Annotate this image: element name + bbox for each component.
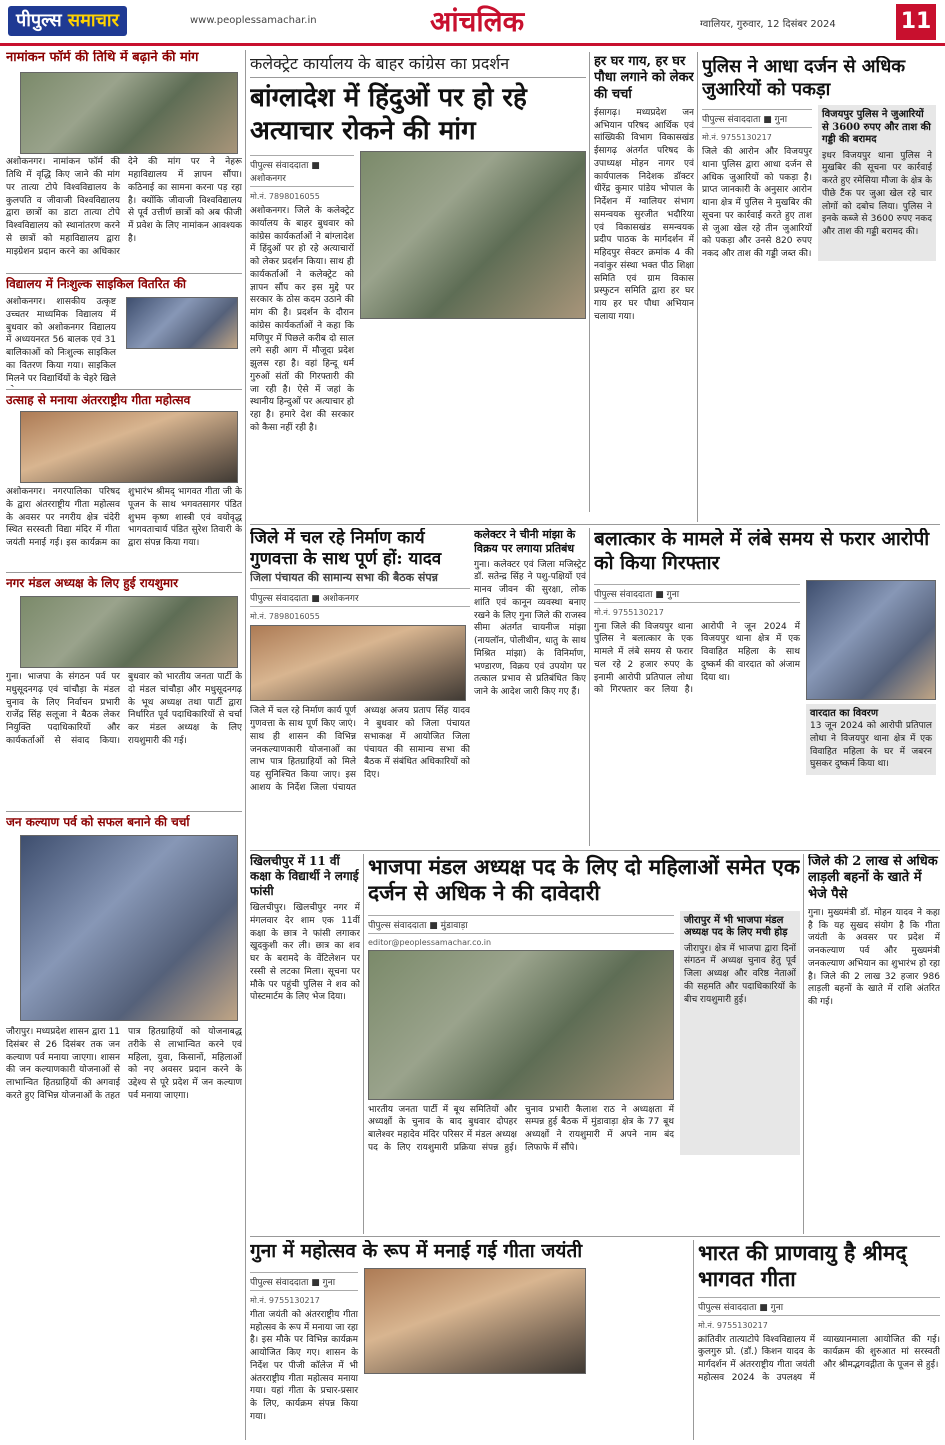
article-construction-quality <box>250 528 470 846</box>
mobile-number: मो.नं. 9755130217 <box>698 1320 768 1330</box>
headline: जिले की 2 लाख से अधिक लाड़ली बहनों के खाते में भेजे पैसे <box>808 854 938 902</box>
mobile-number: मो.नं. 9755130217 <box>250 1295 320 1305</box>
byline: पीपुल्स संवाददाता ■ गुना <box>594 584 800 603</box>
sidebar-box <box>818 105 936 261</box>
article-body: क्रांतिवीर तात्याटोपे विश्वविद्यालय में कुलगुरु प्रो. (डॉ.) किशन यादव के मार्गदर्शन में अंतरराष्ट्रीय गीता जयंती महोत्सव 2024 के उपलक्ष्य में व्याख्यानमाला आयोजित की गई। कार्यक्रम की शुरुआत मां सरस्वती और श्रीमद्भगवद्गीता के पूजन से हुई। <box>698 1334 940 1383</box>
news-photo <box>20 72 238 154</box>
divider <box>6 572 242 573</box>
news-photo <box>250 625 466 701</box>
box-body: इधर विजयपुर थाना पुलिस ने मुखबिर की सूचना पर कार्रवाई करते हुए रमेसिया मौजा के क्षेत्र के पीछे टैंक पर जुआ खेल रहे चार लोगों को दबोच लिया। पुलिस ने इनके कब्जे से 3600 रुपए नकद और ताश की गड्डी बरामद की। <box>822 150 932 238</box>
article-body: जिले में चल रहे निर्माण कार्य पूर्ण गुणवत्ता के साथ पूर्ण किए जाएं। साथ ही शासन की विभिन्न जनकल्याणकारी योजनाओं का लाभ पात्र हितग्राहियों को मिले यह सुनिश्चित किया जाए। इस आशय के निर्देश जिला पंचायत अध्यक्ष अजय प्रताप सिंह यादव ने बुधवार को जिला पंचायत सभाकक्ष में आयोजित जिला पंचायत की सामान्य सभा की बैठक में संबंधित अधिकारियों को दिए। <box>250 706 470 793</box>
news-photo <box>20 835 238 1021</box>
section-title: आंचलिक <box>430 5 525 38</box>
article-bjp-mandal <box>368 854 800 1234</box>
article-body: अशोकनगर। शासकीय उत्कृष्ट उच्चतर माध्यमिक विद्यालय में बुधवार को अशोकनगर विद्यालय में अध्ययनरत 56 बालक एवं 31 बालिकाओं को निःशुल्क साइकिल का वितरण किया गया। साइकिल मिलने पर विद्यार्थियों के चेहरे खिले <box>6 297 116 384</box>
headline: नगर मंडल अध्यक्ष के लिए हुई रायशुमार <box>6 576 179 590</box>
box-body: जीरापुर। क्षेत्र में भाजपा द्वारा दिनों संगठन में अध्यक्ष चुनाव हेतु पूर्व जिला अध्यक्ष और वरिष्ठ नेताओं की सहमति और पदाधिकारियों के बीच रायशुमारी हुई। <box>684 943 796 1005</box>
article-body: गुना। मुख्यमंत्री डॉ. मोहन यादव ने कहा है कि यह सुखद संयोग है कि गीता जयंती के अवसर पर प्रदेश में जनकल्याण पर्व और मुख्यमंत्री जनकल्याण अभियान का शुभारंभ हो रहा है। जिले की 2 लाख 32 हजार 986 लाड़ली बहनों के खाते में राशि अंतरित की गई। <box>808 907 940 1008</box>
divider <box>6 389 242 390</box>
lead-headline: बांग्लादेश में हिंदुओं पर हो रहे अत्याचार रोकने की मांग <box>250 83 527 146</box>
deck: जिला पंचायत की सामान्य सभा की बैठक संपन्न <box>250 570 438 584</box>
column-rule <box>589 52 590 512</box>
headline: उत्साह से मनाया अंतरराष्ट्रीय गीता महोत्सव <box>6 393 191 407</box>
news-photo <box>20 411 238 483</box>
article-gita-jayanti-guna <box>250 1240 690 1440</box>
article-chinese-manjha <box>474 528 586 846</box>
article-gita-pranvayu <box>698 1240 940 1440</box>
headline: जन कल्याण पर्व को सफल बनाने की चर्चा <box>6 815 190 829</box>
column-rule <box>697 52 698 522</box>
divider <box>250 1236 940 1237</box>
article-body: भारतीय जनता पार्टी में बूथ समितियों और अध्यक्षों के चुनाव के बाद बुधवार दोपहर बालेश्वर महादेव मंदिर परिसर में मंडल अध्यक्ष पद के लिए रायशुमारी प्रक्रिया संपन्न हुई। चुनाव प्रभारी कैलाश राठ ने अध्यक्षता में सम्पन्न हुई बैठक में मुंडावाड़ा क्षेत्र के 77 बूथ अध्यक्षों ने रायशुमारी में अपने नाम बंद लिफाफे में सौंपे। <box>368 1104 674 1153</box>
article-body: गीता जयंती को अंतरराष्ट्रीय गीता महोत्सव के रूप में मनाया जा रहा है। इस मौके पर विभिन्न कार्यक्रम आयोजित किए गए। शासन के निर्देश पर पीजी कॉलेज में भी अंतरराष्ट्रीय गीता महोत्सव मनाया गया। यहां गीता के प्रचार-प्रसार के लिए, कार्यक्रम संपन्न किया गया। <box>250 1309 358 1422</box>
article-body: जौरापुर। मध्यप्रदेश शासन द्वारा 11 दिसंबर से 26 दिसंबर तक जन कल्याण पर्व मनाया जाएगा। शासन की जन कल्याणकारी योजनाओं से लाभान्वित हितग्राहियों की अगवाई करते हुए विभिन्न योजनाओं के तहत पात्र हितग्राहियों को योजनाबद्ध तरीके से लाभान्वित करने एवं महिला, युवा, किसानों, महिलाओं को नए अवसर प्रदान करने के उद्देश्य से पूरे प्रदेश में जन कल्याण पर्व मनाया जाएगा। <box>6 1027 242 1101</box>
headline: खिलचीपुर में 11 वीं कक्षा के विद्यार्थी ने लगाई फांसी <box>250 854 359 898</box>
article-accused-arrested <box>594 528 940 850</box>
lead-article <box>250 52 586 512</box>
box-headline: वारदात का विवरण <box>810 707 879 719</box>
sidebar-box <box>680 911 800 1155</box>
headline: हर घर गाय, हर घर पौधा लगाने को लेकर की चर्चा <box>594 54 694 102</box>
news-photo <box>20 596 238 668</box>
mobile-number: मो.नं. 9755130217 <box>594 607 664 617</box>
dateline: ग्वालियर, गुरुवार, 12 दिसंबर 2024 <box>700 19 836 30</box>
article-jan-kalyan-parv <box>6 815 242 1439</box>
byline: पीपुल्स संवाददाता ■ मुंडावाड़ा <box>368 915 674 934</box>
mobile-number: मो.नं. 7898016055 <box>250 612 320 622</box>
column-rule <box>589 528 590 846</box>
column-rule <box>803 854 804 1234</box>
article-gamblers-caught <box>702 56 940 524</box>
article-cycle-distribution <box>6 277 242 387</box>
divider <box>6 273 242 274</box>
article-mandal-president <box>6 576 242 809</box>
lead-photo <box>360 151 586 319</box>
divider <box>250 850 940 851</box>
article-gita-festival-ashoknagar <box>6 393 242 571</box>
article-nomination-date <box>6 50 242 272</box>
byline: पीपुल्स संवाददाता ■ गुना <box>702 109 812 128</box>
column-rule <box>693 1240 694 1440</box>
box-body: 13 जून 2024 को आरोपी प्रतिपाल लोधा ने विजयपुर थाना क्षेत्र में एक विवाहित महिला के घर में जबरन घुसकर दुष्कर्म किया था। <box>810 721 932 770</box>
email: editor@peoplessamachar.co.in <box>368 937 492 947</box>
headline: नामांकन फॉर्म की तिथि में बढ़ाने की मांग <box>6 50 199 65</box>
accused-photo <box>806 580 936 700</box>
byline: पीपुल्स संवाददाता ■ अशोकनगर <box>250 155 354 187</box>
divider <box>250 524 940 525</box>
article-ladli-behna <box>808 854 940 1234</box>
article-body: अशोकनगर। नगरपालिका परिषद के द्वारा अंतरराष्ट्रीय गीता महोत्सव के अवसर पर नगरीय क्षेत्र चंदेरी स्थित सरस्वती विद्या मंदिर में गीता जयंती मनाई गई। इस कार्यक्रम का शुभारंभ श्रीमद् भागवत गीता जी के पूजन के साथ भगवतसागर पंडित शुभम कृष्ण शास्त्री एवं वयोवृद्ध भागवताचार्य पंडित सुरेश तिवारी के द्वारा संपन्न किया गया। <box>6 487 242 549</box>
brand-part-2: समाचार <box>67 10 119 31</box>
headline: भाजपा मंडल अध्यक्ष पद के लिए दो महिलाओं समेत एक दर्जन से अधिक ने की दावेदारी <box>368 854 800 906</box>
headline: कलेक्टर ने चीनी मांझा के विक्रय पर लगाया प्रतिबंध <box>474 528 576 555</box>
headline: बलात्कार के मामले में लंबे समय से फरार आरोपी को किया गिरफ्तार <box>594 528 930 574</box>
headline: भारत की प्राणवायु है श्रीमद् भागवत गीता <box>698 1240 907 1292</box>
article-body: अशोकनगर। नामांकन फॉर्म की तिथि में वृद्धि किए जाने की मांग पर तात्या टोपे विश्वविद्यालय के कुलपति व जीवाजी विश्वविद्यालय द्वारा छात्रों का डाटा तात्या टोपे विश्वविद्यालय को स्थानांतरण करने से छात्रों को महाविद्यालय द्वारा माइग्रेशन प्रदान करने का अधिकार देने की मांग पर ने नेहरू महाविद्यालय में ज्ञापन सौंपा। कठिनाई का सामना करना पड़ रहा है। क्योंकि जीवाजी विश्वविद्यालय से पूर्व उत्तीर्ण छात्रों को अब फीजी में प्रवेश के लिए नामांकन आवश्यक है। <box>6 157 242 257</box>
headline: गुना में महोत्सव के रूप में मनाई गई गीता जयंती <box>250 1240 583 1262</box>
column-rule <box>245 50 246 1440</box>
kicker: कलेक्ट्रेट कार्यालय के बाहर कांग्रेस का प्रदर्शन <box>250 52 586 78</box>
newspaper-logo <box>8 6 127 36</box>
byline: पीपुल्स संवाददाता ■ गुना <box>250 1272 358 1291</box>
article-body: जिले की आरोन और विजयपुर थाना पुलिस द्वारा आधा दर्जन से अधिक जुआरियों को पकड़ा है। प्राप्त जानकारी के अनुसार आरोन थाना क्षेत्र में पुलिस ने मुखबिर की सूचना पर कार्रवाई करते हुए ताश से जुआ खेल रहे तीन जुआरियों को पकड़ा और उनसे 820 रुपए नकद और ताश की गड्डी जब्त की। <box>702 147 812 260</box>
article-body: खिलचीपुर। खिलचीपुर नगर में मंगलवार देर शाम एक 11वीं कक्षा के छात्र ने फांसी लगाकर खुदकुशी कर ली। छात्र का शव घर के बरामदे के वेंटिलेशन पर रस्सी से लटका मिला। सूचना पर मौके पर पहुंची पुलिस ने शव को पोस्टमार्टम के लिए भेज दिया। <box>250 903 360 1003</box>
article-student-suicide <box>250 854 360 1234</box>
page-number: 11 <box>896 4 936 40</box>
headline: पुलिस ने आधा दर्जन से अधिक जुआरियों को पकड़ा <box>702 56 906 100</box>
mobile-number: मो.नं. 7898016055 <box>250 192 320 201</box>
brand-part-1: पीपुल्स <box>16 10 62 31</box>
byline: पीपुल्स संवाददाता ■ गुना <box>698 1297 940 1316</box>
sidebar-box <box>806 704 936 776</box>
article-body: अशोकनगर। जिले के कलेक्ट्रेट कार्यालय के बाहर बुधवार को कांग्रेस कार्यकर्ताओं ने बांग्लादेश में हिंदुओं पर हो रहे अत्याचारों को लेकर प्रदर्शन किया। साथ ही कार्यकर्ताओं ने कलेक्ट्रेट को ज्ञापन सौंप कर इस मुद्दे पर सरकार के ठोस कदम उठाने की मांग की है। प्रदर्शन के दौरान कांग्रेस कार्यकर्ताओं ने कहा कि मणिपुर में पिछले करीब दो साल लगे सही आग में मौजूदा प्रदेश झुलस रहा है। वहां हिन्दू धर्म गुरुओं संतों की गिरफ्तारी की जा रही है। ऐसे में जहां के स्थानीय हिन्दुओं पर अत्याचार हो रहा है। हमारे देश की सरकार को कैसा नहीं रही है। <box>250 206 354 434</box>
divider <box>6 811 242 812</box>
news-photo <box>126 297 238 349</box>
website-url: www.peoplessamachar.in <box>190 15 317 26</box>
article-body: ईसागढ़। मध्यप्रदेश जन अभियान परिषद आर्थिक एवं सांख्यिकी विभाग विकासखंड ईसागढ़ अंतर्गत परिषद के उपाध्यक्ष मोहन नागर एवं कार्यपालक निदेशक डॉक्टर धीरेंद्र कुमार पांडेय भोपाल के निर्देशन में ग्वालियर संभाग समन्वयक सुरजीत भदौरिया एवं विकासखंड समन्वयक प्रदीप पाठक के मार्गदर्शन में महिदपुर सेक्टर क्रमांक 4 की नवांकुर संस्था भक्त पीठ शिक्षा समिति एवं ग्राम विकास प्रस्फुटन समिति द्वारा हर घर गाय हर घर पौधा अभियान चलाया गया। <box>594 107 694 322</box>
box-headline: जीरापुर में भी भाजपा मंडल अध्यक्ष पद के लिए मची होड़ <box>684 914 788 938</box>
mobile-number: मो.नं. 9755130217 <box>702 133 772 142</box>
article-har-ghar-gaay <box>594 54 694 524</box>
box-headline: विजयपुर पुलिस ने जुआरियों से 3600 रुपए और ताश की गड्डी की बरामद <box>822 109 931 145</box>
headline: जिले में चल रहे निर्माण कार्य गुणवत्ता के साथ पूर्ण हों: यादव <box>250 528 442 570</box>
headline: विद्यालय में निःशुल्क साइकिल वितरित की <box>6 277 186 291</box>
article-body: गुना। भाजपा के संगठन पर्व पर मधुसूदनगढ़ एवं चांचौड़ा के मंडल चुनाव के लिए निर्वाचन प्रभारी राजेंद्र सिंह सलूजा ने बैठक लेकर नियुक्ति पदाधिकारियों और कार्यकर्ताओं से संवाद किया। बुधवार को भारतीय जनता पार्टी के दो मंडल चांचौड़ा और मधुसूदनगढ़ के भूथ अध्यक्ष तथा पार्टी द्वारा निर्धारित पूर्व पदाधिकारियों से चर्चा कर मंडल अध्यक्ष के लिए रायशुमारी की गई। <box>6 672 242 746</box>
masthead <box>0 0 945 46</box>
article-body: गुना। कलेक्टर एवं जिला मजिस्ट्रेट डॉ. सतेन्द्र सिंह ने पशु-पक्षियों एवं मानव जीवन की सुरक्षा, लोक शांति एवं कानून व्यवस्था बनाए रखने के लिए गुना जिले की राजस्व सीमा अंतर्गत चायनीज मांझा (नायलॉन, पोलीथीन, धातु के साथ मिश्रित मांझा) के विनिर्माण, भण्डारण, विक्रय एवं उपयोग पर तत्काल प्रभाव से प्रतिबंधित किए जाने के आदेश जारी किए गए हैं। <box>474 559 586 698</box>
byline: पीपुल्स संवाददाता ■ अशोकनगर <box>250 588 470 607</box>
article-body: गुना जिले की विजयपुर थाना पुलिस ने बलात्कार के एक मामले में लंबे समय से फरार चल रहे 2 हजार रुपए के इनामी आरोपी प्रतिपाल लोधा को गिरफ्तार कर लिया है। आरोपी ने जून 2024 में विजयपुर थाना क्षेत्र में एक विवाहित महिला के साथ दुष्कर्म की वारदात को अंजाम दिया था। <box>594 621 800 696</box>
news-photo <box>368 950 674 1100</box>
column-rule <box>363 854 364 1234</box>
news-photo <box>364 1268 586 1374</box>
